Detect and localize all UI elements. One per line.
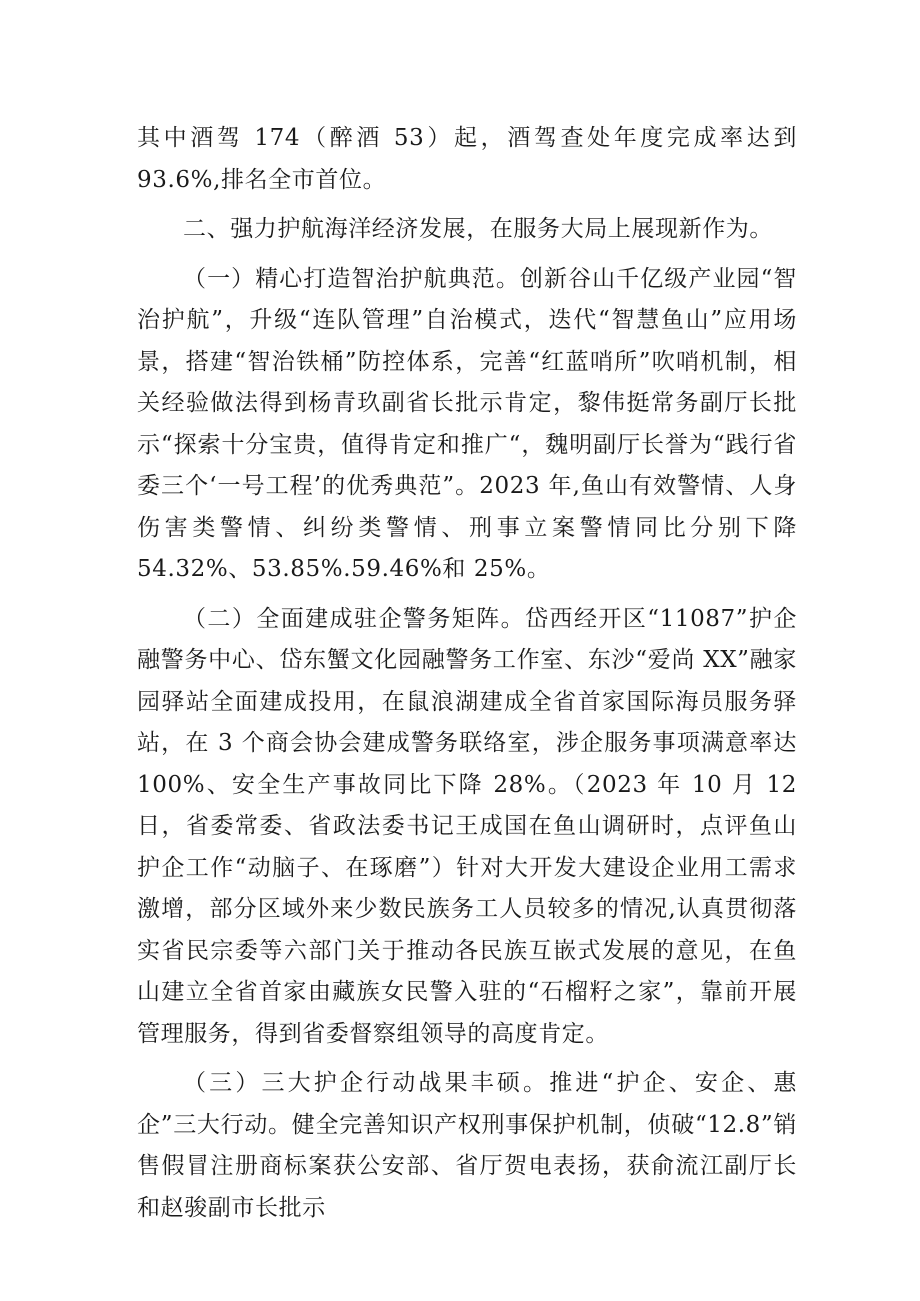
paragraph-continuation: 其中酒驾 174（醉酒 53）起，酒驾查处年度完成率达到 93.6%,排名全市首位。 — [137, 125, 797, 193]
paragraph-enterprise-policing: （二）全面建成驻企警务矩阵。岱西经开区“11087”护企融警务中心、岱东蟹文化园融警务工作室、东沙“爱尚 XX”融家园驿站全面建成投用，在鼠浪湖建成全省首家国际海员服务驿站，在 3 个商会协会建成警务联络室，涉企服务事项满意率达 100%、安全生产事故同比下降 28%。（2023 年 10 月 12 日，省委常委、省政法委书记王成国在鱼山调研时，点评鱼山护企工作“动脑子、在琢磨”）针对大开发大建设企业用工需求激增，部分区域外来少数民族务工人员较多的情况,认真贯彻落实省民宗委等六部门关于推动各民族互嵌式发展的意见，在鱼山建立全省首家由藏族女民警入驻的“石榴籽之家”，靠前开展管理服务，得到省委督察组领导的高度肯定。 — [137, 605, 797, 1047]
paragraph-smart-governance: （一）精心打造智治护航典范。创新谷山千亿级产业园“智治护航”，升级“连队管理”自治模式，迭代“智慧鱼山”应用场景，搭建“智治铁桶”防控体系，完善“红蓝哨所”吹哨机制，相关经验做法得到杨青玖副省长批示肯定，黎伟挺常务副厅长批示“探索十分宝贵，值得肯定和推广“，魏明副厅长誉为“践行省委三个‘一号工程’的优秀典范”。2023 年,鱼山有效警情、人身伤害类警情、纠纷类警情、刑事立案警情同比分别下降 54.32%、53.85%.59.46%和 25%。 — [137, 265, 797, 582]
section-heading: 二、强力护航海洋经济发展，在服务大局上展现新作为。 — [183, 216, 773, 242]
paragraph-enterprise-protection: （三）三大护企行动战果丰硕。推进“护企、安企、惠企”三大行动。健全完善知识产权刑事保护机制，侦破“12.8”销售假冒注册商标案获公安部、省厅贺电表扬，获俞流江副厅长和赵骏副市长批示 — [137, 1070, 797, 1221]
document-body — [137, 118, 797, 1229]
